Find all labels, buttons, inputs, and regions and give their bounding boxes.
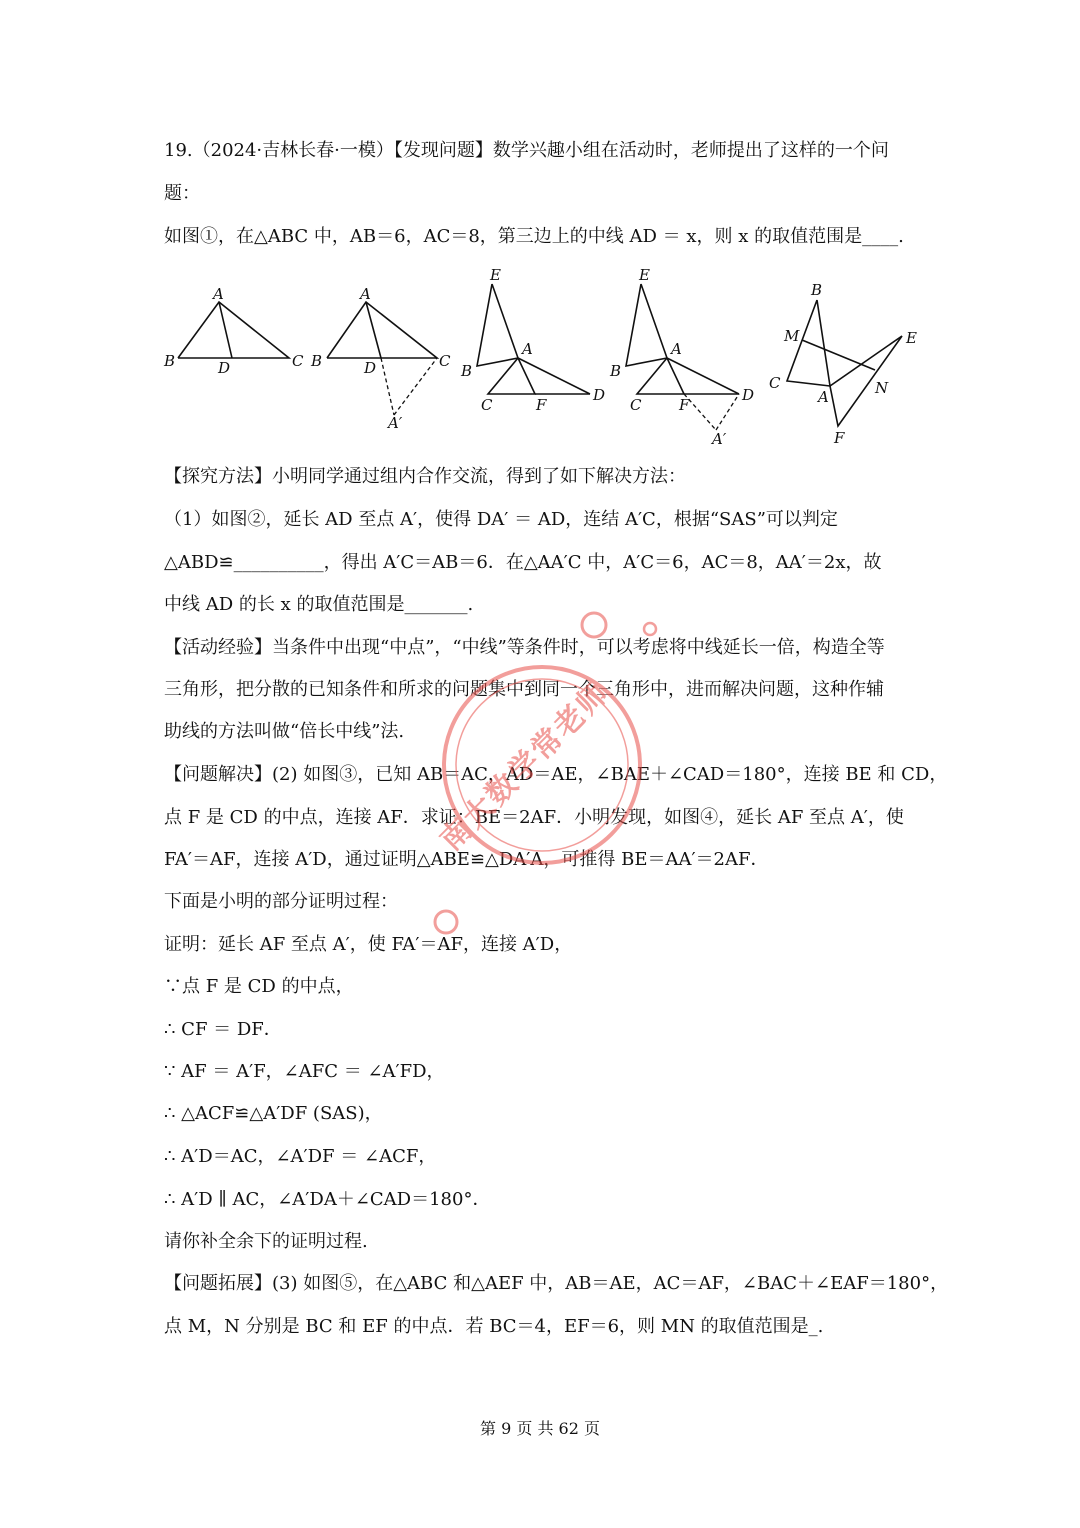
figure-3 — [460, 266, 605, 414]
fig1-label-A: A — [213, 285, 224, 303]
fig1-label-B: B — [164, 352, 176, 370]
fig4-label-D: D — [742, 386, 755, 404]
fig3-label-F: F — [536, 396, 547, 414]
fig5-label-E: E — [906, 329, 917, 347]
fig4-label-A: A — [671, 340, 682, 358]
problem-line-21: ∴ A′D ∥ AC，∠A′DA＋∠CAD＝180°． — [164, 1189, 491, 1210]
fig1-label-C: C — [292, 352, 304, 370]
problem-line-9: 三角形，把分散的已知条件和所求的问题集中到同一个三角形中，进而解决问题，这种作辅 — [164, 679, 884, 700]
fig3-label-D: D — [593, 386, 606, 404]
fig5-label-C: C — [769, 374, 781, 392]
fig4-label-F: F — [679, 396, 690, 414]
problem-line-8: 【活动经验】当条件中出现“中点”，“中线”等条件时，可以考虑将中线延长一倍，构造全等 — [164, 637, 885, 658]
fig4-label-C: C — [630, 396, 642, 414]
fig5-label-M: M — [784, 327, 800, 345]
fig4-label-A2: A′ — [712, 430, 727, 448]
problem-line-18: ∵ AF ＝ A′F，∠AFC ＝ ∠A′FD， — [164, 1061, 445, 1082]
problem-line-22: 请你补全余下的证明过程. — [164, 1231, 368, 1252]
watermark-text: 南大数学常老师 — [433, 674, 617, 858]
problem-line-11: 【问题解决】(2) 如图③，已知 AB＝AC，AD＝AE，∠BAE＋∠CAD＝180°，连接 BE 和 CD， — [164, 764, 948, 785]
problem-line-5: （1）如图②，延长 AD 至点 A′，使得 DA′ ＝ AD，连结 A′C，根据“SAS”可以判定 — [164, 509, 838, 530]
figure-4 — [609, 266, 754, 448]
figure-1 — [163, 285, 304, 377]
figure-5 — [769, 281, 917, 447]
page-footer: 第 9 页 共 62 页 — [480, 1419, 600, 1438]
fig5-label-B: B — [811, 281, 823, 299]
fig5-label-A: A — [818, 388, 829, 406]
watermark-stamp — [412, 605, 682, 935]
fig2-label-D: D — [364, 359, 377, 377]
problem-line-13: FA′＝AF，连接 A′D，通过证明△ABE≌△DA′A，可推得 BE＝AA′＝2AF． — [164, 849, 769, 870]
watermark-seal — [434, 613, 656, 933]
fig4-label-B: B — [610, 362, 622, 380]
fig3-label-C: C — [481, 396, 493, 414]
problem-line-7: 中线 AD 的长 x 的取值范围是_______. — [164, 594, 474, 615]
fig3-label-A: A — [522, 340, 533, 358]
fig2-label-A: A — [360, 285, 371, 303]
geometry-figures — [150, 262, 940, 452]
problem-line-24: 点 M，N 分别是 BC 和 EF 的中点．若 BC＝4，EF＝6，则 MN 的取值范围是_. — [164, 1316, 824, 1337]
problem-line-23: 【问题拓展】(3) 如图⑤，在△ABC 和△AEF 中，AB＝AE，AC＝AF，∠BAC＋∠EAF＝180°， — [164, 1273, 949, 1294]
problem-line-6: △ABD≌__________，得出 A′C＝AB＝6．在△AA′C 中，A′C＝6，AC＝8，AA′＝2x，故 — [164, 552, 882, 573]
fig4-label-E: E — [639, 266, 650, 284]
problem-line-10: 助线的方法叫做“倍长中线”法. — [164, 721, 405, 742]
problem-line-14: 下面是小明的部分证明过程： — [164, 891, 398, 912]
fig5-label-F: F — [834, 429, 845, 447]
fig1-label-D: D — [218, 359, 231, 377]
fig5-label-N: N — [875, 379, 889, 397]
problem-line-17: ∴ CF ＝ DF． — [164, 1019, 282, 1040]
fig3-label-E: E — [490, 266, 501, 284]
problem-line-4: 【探究方法】小明同学通过组内合作交流，得到了如下解决方法： — [164, 466, 686, 487]
fig3-label-B: B — [461, 362, 473, 380]
problem-line-3: 如图①，在△ABC 中，AB＝6，AC＝8，第三边上的中线 AD ＝ x，则 x 的取值范围是____. — [164, 226, 904, 247]
problem-line-2: 题： — [164, 183, 200, 204]
fig2-label-B: B — [311, 352, 323, 370]
fig2-label-A2: A′ — [388, 414, 403, 432]
problem-line-16: ∵点 F 是 CD 的中点， — [164, 976, 354, 997]
problem-line-1: 19.（2024·吉林长春·一模）【发现问题】数学兴趣小组在活动时，老师提出了这样的一个问 — [164, 140, 889, 161]
problem-line-19: ∴ △ACF≌△A′DF (SAS)， — [164, 1103, 383, 1124]
fig2-label-C: C — [439, 352, 451, 370]
problem-line-12: 点 F 是 CD 的中点，连接 AF．求证：BE＝2AF．小明发现，如图④，延长 AF 至点 A′，使 — [164, 807, 904, 828]
figure-2 — [310, 285, 451, 432]
problem-line-20: ∴ A′D＝AC，∠A′DF ＝ ∠ACF， — [164, 1146, 437, 1167]
problem-line-15: 证明：延长 AF 至点 A′，使 FA′＝AF，连接 A′D， — [164, 934, 573, 955]
